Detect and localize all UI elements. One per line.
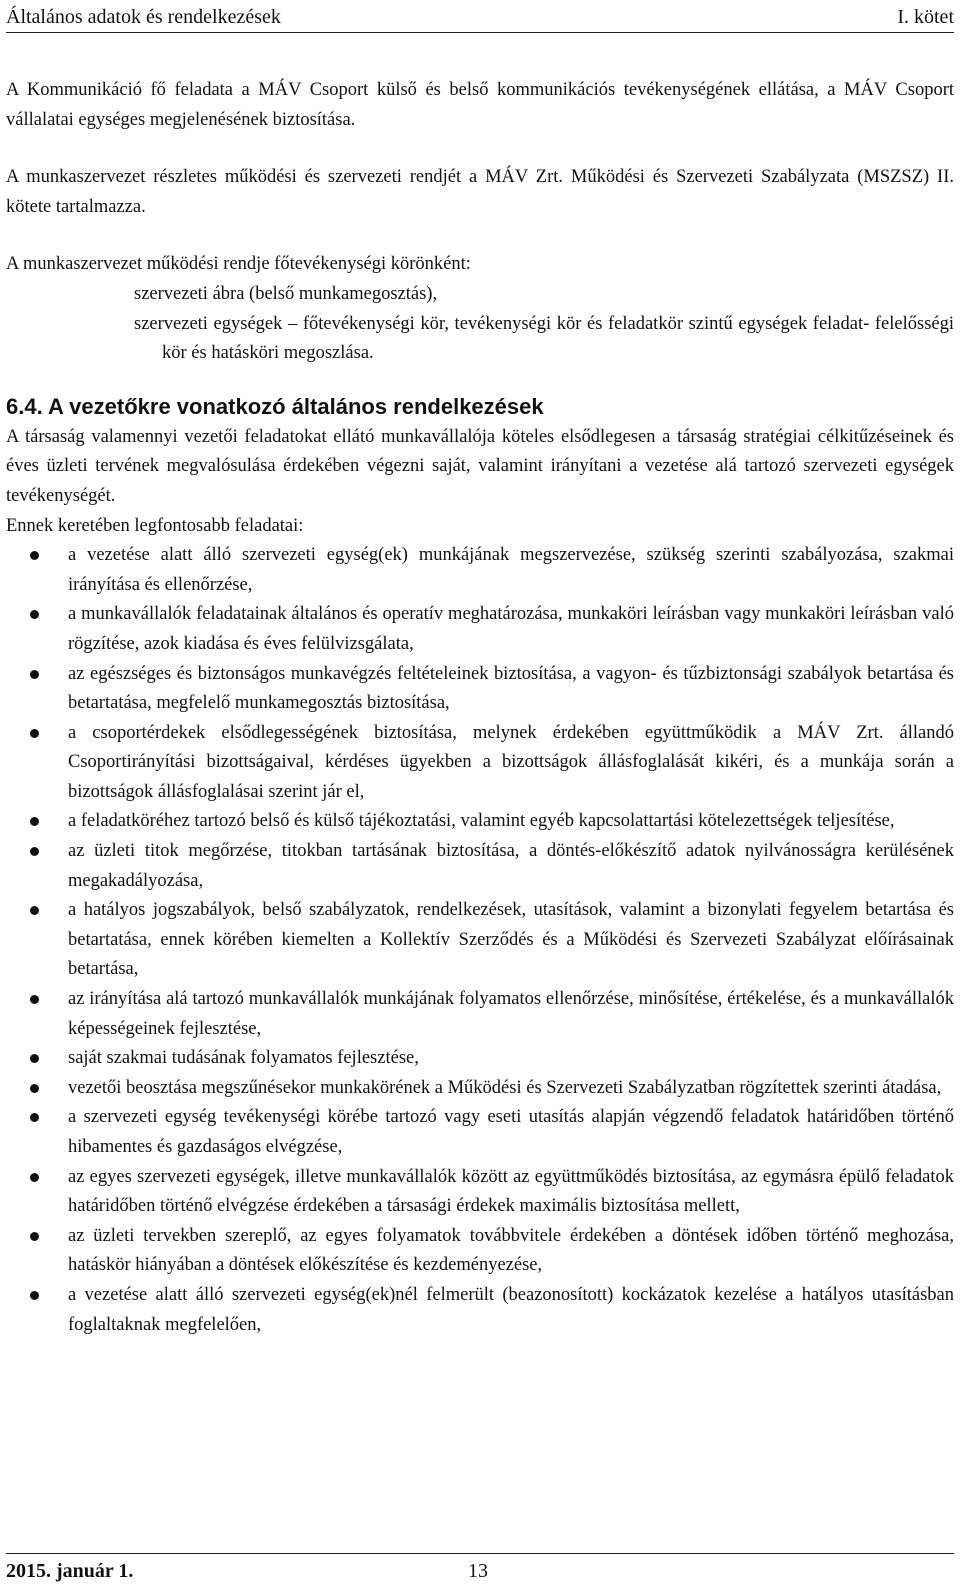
page-number: 13 <box>468 1560 488 1582</box>
header-volume: I. kötet <box>897 5 954 28</box>
page-footer <box>6 1553 954 1592</box>
document-body <box>6 76 954 1340</box>
operating-order-item: szervezeti egységek – főtevékenységi kör, tevékenységi kör és feladatkör szintű egységek feladat- felelősségi kör és hatásköri megoszlása. <box>134 313 954 364</box>
list-item <box>6 719 954 808</box>
bullet-icon <box>30 847 39 856</box>
list-item <box>6 837 954 896</box>
list-item <box>6 1163 954 1222</box>
bullet-icon <box>30 610 39 619</box>
list-item <box>6 1281 954 1340</box>
paragraph-communication: A Kommunikáció fő feladata a MÁV Csoport külső és belső kommunikációs tevékenységének ellátása, a MÁV Csoport vállalatai egységes megjelenésének biztosítása. <box>6 80 954 130</box>
header-title: Általános adatok és rendelkezések <box>6 5 281 28</box>
bullet-icon <box>30 1113 39 1122</box>
paragraph-operating-order: A munkaszervezet működési rendje főtevékenységi körönként: <box>6 254 471 275</box>
list-item-text: a hatályos jogszabályok, belső szabályzatok, rendelkezések, utasítások, valamint a bizonylati fegyelem betartása és betartatása, ennek körében kiemelten a Kollektív Szerződés és a Működési és Szervezeti Szabályzat előírásainak betartása, <box>68 900 954 980</box>
list-item-text: az egészséges és biztonságos munkavégzés feltételeinek biztosítása, a vagyon- és tűzbiztonsági szabályok betartása és betartatása, megfelelő munkamegosztás biztosítása, <box>68 663 954 714</box>
list-item-text: az üzleti tervekben szereplő, az egyes folyamatok továbbvitele érdekében a döntések időben történő meghozása, hatáskör hiányában a döntések előkészítése és kezdeményezése, <box>68 1225 954 1276</box>
list-item-text: saját szakmai tudásának folyamatos fejlesztése, <box>68 1048 419 1069</box>
bullet-icon <box>30 995 39 1004</box>
list-item <box>6 1103 954 1162</box>
operating-order-item: szervezeti ábra (belső munkamegosztás), <box>134 283 438 304</box>
bullet-icon <box>30 906 39 915</box>
list-item-text: a munkavállalók feladatainak általános és operatív meghatározása, munkaköri leírásban vagy munkaköri leírásban való rögzítése, azok kiadása és éves felülvizsgálata, <box>68 604 954 654</box>
duties-list <box>6 541 954 1340</box>
bullet-icon <box>30 817 39 826</box>
bullet-icon <box>30 729 39 738</box>
list-item <box>6 807 954 837</box>
bullet-icon <box>30 1054 39 1063</box>
list-item <box>6 660 954 719</box>
section-lead: Ennek keretében legfontosabb feladatai: <box>6 515 304 536</box>
page-header <box>6 2 954 33</box>
list-item-text: a vezetése alatt álló szervezeti egység(ek) munkájának megszervezése, szükség szerinti szabályozása, szakmai irányítása és ellenőrzése, <box>68 545 954 595</box>
bullet-icon <box>30 1232 39 1241</box>
list-item-text: az üzleti titok megőrzése, titokban tartásának biztosítása, a döntés-előkészítő adatok nyilvánosságra kerülésének megakadályozása, <box>68 841 954 891</box>
list-item-text: vezetői beosztása megszűnésekor munkakörének a Működési és Szervezeti Szabályzatban rögzítettek szerinti átadása, <box>68 1077 942 1098</box>
section-intro: A társaság valamennyi vezetői feladatokat ellátó munkavállalója köteles elsődlegesen a társaság stratégiai célkitűzéseinek és éves üzleti tervének megvalósulása érdekében végezni saját, valamint irányítani a vezetése alá tartozó szervezeti egységek tevékenységét. <box>6 426 954 506</box>
bullet-icon <box>30 1173 39 1182</box>
bullet-icon <box>30 670 39 679</box>
list-item-text: a vezetése alatt álló szervezeti egység(ek)nél felmerült (beazonosított) kockázatok kezelése a hatályos utasításban foglaltaknak megfelelően, <box>68 1284 954 1335</box>
list-item <box>6 896 954 985</box>
list-item-text: a szervezeti egység tevékenységi körébe tartozó vagy eseti utasítás alapján végzendő feladatok határidőben történő hibamentes és gazdaságos elvégzése, <box>68 1107 954 1157</box>
list-item <box>6 541 954 600</box>
paragraph-organization: A munkaszervezet részletes működési és szervezeti rendjét a MÁV Zrt. Működési és Szervezeti Szabályzata (MSZSZ) II. kötete tartalmazza. <box>6 167 954 217</box>
list-item <box>6 600 954 659</box>
bullet-icon <box>30 1291 39 1300</box>
list-item <box>6 1222 954 1281</box>
list-item-text: az egyes szervezeti egységek, illetve munkavállalók között az együttműködés biztosítása, az egymásra épülő feladatok határidőben történő elvégzése érdekében a társasági érdekek maximális biztosítása mellett, <box>68 1166 954 1217</box>
list-item-text: a feladatköréhez tartozó belső és külső tájékoztatási, valamint egyéb kapcsolattartási kötelezettségek teljesítése, <box>68 811 895 832</box>
list-item <box>6 985 954 1044</box>
list-item-text: az irányítása alá tartozó munkavállalók munkájának folyamatos ellenőrzése, minősítése, értékelése, és a munkavállalók képességeinek fejlesztése, <box>68 989 954 1039</box>
list-item <box>6 1074 954 1104</box>
section-heading: 6.4. A vezetőkre vonatkozó általános rendelkezések <box>6 393 544 419</box>
list-item-text: a csoportérdekek elsődlegességének biztosítása, melynek érdekében együttműködik a MÁV Zrt. állandó Csoportirányítási bizottságaival, kérdéses ügyekben a bizottságok állásfoglalását kikéri, és a munkája során a bizottságok állásfoglalásai szerint jár el, <box>68 722 954 802</box>
bullet-icon <box>30 551 39 560</box>
bullet-icon <box>30 1084 39 1093</box>
footer-date: 2015. január 1. <box>6 1560 134 1582</box>
list-item <box>6 1044 954 1074</box>
